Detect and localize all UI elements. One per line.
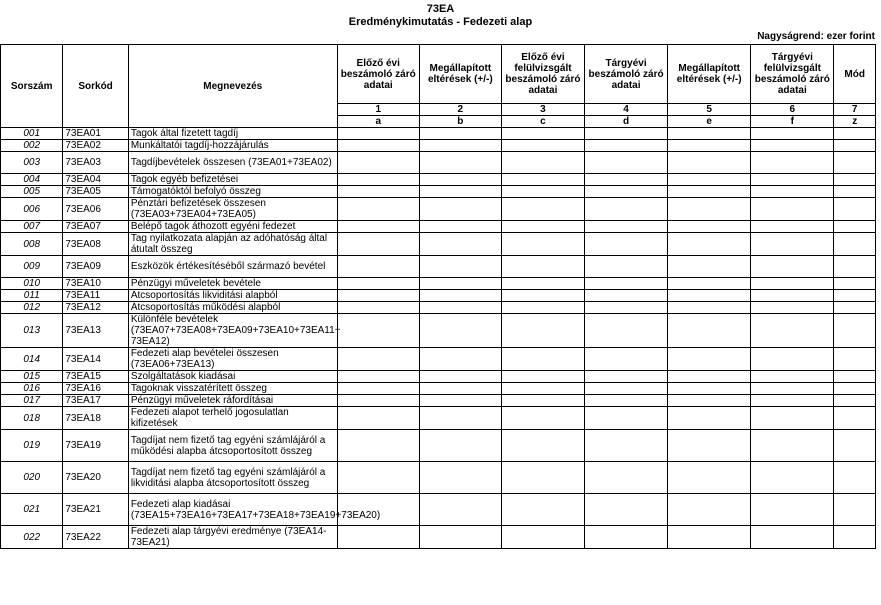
value-cell-col-7[interactable] — [834, 278, 876, 290]
value-cell-col-7[interactable] — [834, 128, 876, 140]
value-cell-col-5[interactable] — [668, 278, 751, 290]
value-cell-col-1[interactable] — [337, 348, 419, 371]
value-cell-col-6[interactable] — [751, 371, 834, 383]
value-cell-col-2[interactable] — [419, 395, 501, 407]
col-header-2: Megállapított eltérések (+/-) — [419, 45, 501, 104]
row-code: 73EA13 — [63, 314, 128, 348]
row-number: 011 — [1, 290, 63, 302]
value-cell-col-1[interactable] — [337, 174, 419, 186]
row-number: 013 — [1, 314, 63, 348]
col-letter-d: d — [585, 116, 668, 128]
value-cell-col-2[interactable] — [419, 314, 501, 348]
value-cell-col-6[interactable] — [751, 348, 834, 371]
value-cell-col-7[interactable] — [834, 314, 876, 348]
row-code: 73EA06 — [63, 198, 128, 221]
row-code: 73EA21 — [63, 494, 128, 526]
value-cell-col-3[interactable] — [501, 221, 584, 233]
row-number: 003 — [1, 152, 63, 174]
value-cell-col-2[interactable] — [419, 290, 501, 302]
value-cell-col-5[interactable] — [668, 186, 751, 198]
value-cell-col-6[interactable] — [751, 430, 834, 462]
value-cell-col-1[interactable] — [337, 128, 419, 140]
form-title: Eredménykimutatás - Fedezeti alap — [348, 16, 533, 28]
value-cell-col-2[interactable] — [419, 348, 501, 371]
value-cell-col-1[interactable] — [337, 407, 419, 430]
row-number: 009 — [1, 256, 63, 278]
value-cell-col-1[interactable] — [337, 140, 419, 152]
value-cell-col-4[interactable] — [585, 128, 668, 140]
value-cell-col-3[interactable] — [501, 348, 584, 371]
row-number: 001 — [1, 128, 63, 140]
value-cell-col-4[interactable] — [585, 395, 668, 407]
value-cell-col-1[interactable] — [337, 256, 419, 278]
value-cell-col-5[interactable] — [668, 371, 751, 383]
value-cell-col-6[interactable] — [751, 186, 834, 198]
value-cell-col-7[interactable] — [834, 221, 876, 233]
value-cell-col-4[interactable] — [585, 278, 668, 290]
value-cell-col-5[interactable] — [668, 462, 751, 494]
value-cell-col-7[interactable] — [834, 383, 876, 395]
table-row — [1, 140, 876, 152]
value-cell-col-4[interactable] — [585, 348, 668, 371]
col-header-sorkod: Sorkód — [63, 45, 128, 128]
value-cell-col-2[interactable] — [419, 140, 501, 152]
value-cell-col-1[interactable] — [337, 186, 419, 198]
value-cell-col-5[interactable] — [668, 348, 751, 371]
table-row — [1, 348, 876, 371]
col-num-5: 5 — [668, 104, 751, 116]
value-cell-col-1[interactable] — [337, 198, 419, 221]
value-cell-col-5[interactable] — [668, 314, 751, 348]
value-cell-col-7[interactable] — [834, 494, 876, 526]
col-header-sorszam: Sorszám — [1, 45, 63, 128]
table-row — [1, 371, 876, 383]
value-cell-col-6[interactable] — [751, 290, 834, 302]
table-row — [1, 256, 876, 278]
value-cell-col-1[interactable] — [337, 278, 419, 290]
row-code: 73EA14 — [63, 348, 128, 371]
row-code: 73EA07 — [63, 221, 128, 233]
row-label: Pénztári befizetések összesen (73EA03+73EA04+73EA05) — [128, 198, 337, 221]
value-cell-col-5[interactable] — [668, 152, 751, 174]
value-cell-col-2[interactable] — [419, 198, 501, 221]
col-letter-a: a — [337, 116, 419, 128]
value-cell-col-2[interactable] — [419, 186, 501, 198]
row-code: 73EA18 — [63, 407, 128, 430]
value-cell-col-7[interactable] — [834, 348, 876, 371]
value-cell-col-4[interactable] — [585, 371, 668, 383]
col-letter-z: z — [834, 116, 876, 128]
value-cell-col-5[interactable] — [668, 128, 751, 140]
row-code: 73EA02 — [63, 140, 128, 152]
value-cell-col-5[interactable] — [668, 302, 751, 314]
table-row — [1, 407, 876, 430]
value-cell-col-1[interactable] — [337, 290, 419, 302]
value-cell-col-2[interactable] — [419, 278, 501, 290]
table-row — [1, 462, 876, 494]
table-row — [1, 278, 876, 290]
value-cell-col-7[interactable] — [834, 174, 876, 186]
value-cell-col-4[interactable] — [585, 494, 668, 526]
col-letter-b: b — [419, 116, 501, 128]
row-code: 73EA10 — [63, 278, 128, 290]
table-row — [1, 221, 876, 233]
value-cell-col-7[interactable] — [834, 198, 876, 221]
row-number: 015 — [1, 371, 63, 383]
table-row — [1, 526, 876, 549]
value-cell-col-3[interactable] — [501, 302, 584, 314]
value-cell-col-5[interactable] — [668, 256, 751, 278]
value-cell-col-6[interactable] — [751, 526, 834, 549]
value-cell-col-4[interactable] — [585, 302, 668, 314]
value-cell-col-6[interactable] — [751, 278, 834, 290]
col-header-4: Tárgyévi beszámoló záró adatai — [585, 45, 668, 104]
row-label: Fedezeti alap bevételei összesen (73EA06+73EA13) — [128, 348, 337, 371]
row-number: 017 — [1, 395, 63, 407]
col-header-7: Mód — [834, 45, 876, 104]
value-cell-col-2[interactable] — [419, 383, 501, 395]
row-label: Szolgáltatások kiadásai — [128, 371, 337, 383]
col-header-5: Megállapított eltérések (+/-) — [668, 45, 751, 104]
value-cell-col-3[interactable] — [501, 395, 584, 407]
value-cell-col-1[interactable] — [337, 233, 419, 256]
value-cell-col-2[interactable] — [419, 302, 501, 314]
value-cell-col-1[interactable] — [337, 302, 419, 314]
value-cell-col-4[interactable] — [585, 462, 668, 494]
value-cell-col-6[interactable] — [751, 314, 834, 348]
value-cell-col-3[interactable] — [501, 430, 584, 462]
col-num-7: 7 — [834, 104, 876, 116]
table-row — [1, 128, 876, 140]
row-label: Tagdíjat nem fizető tag egyéni számlájáról a működési alapba átcsoportosított összeg — [128, 430, 337, 462]
value-cell-col-4[interactable] — [585, 314, 668, 348]
value-cell-col-1[interactable] — [337, 221, 419, 233]
value-cell-col-5[interactable] — [668, 198, 751, 221]
value-cell-col-6[interactable] — [751, 302, 834, 314]
value-cell-col-3[interactable] — [501, 407, 584, 430]
value-cell-col-2[interactable] — [419, 152, 501, 174]
value-cell-col-6[interactable] — [751, 462, 834, 494]
value-cell-col-5[interactable] — [668, 383, 751, 395]
value-cell-col-2[interactable] — [419, 221, 501, 233]
row-code: 73EA04 — [63, 174, 128, 186]
value-cell-col-5[interactable] — [668, 174, 751, 186]
row-number: 019 — [1, 430, 63, 462]
table-row — [1, 198, 876, 221]
value-cell-col-1[interactable] — [337, 152, 419, 174]
table-row — [1, 233, 876, 256]
value-cell-col-3[interactable] — [501, 186, 584, 198]
col-header-3: Előző évi felülvizsgált beszámoló záró adatai — [501, 45, 584, 104]
form-code: 73EA — [426, 3, 455, 15]
row-label: Tagoknak visszatérített összeg — [128, 383, 337, 395]
row-code: 73EA09 — [63, 256, 128, 278]
value-cell-col-3[interactable] — [501, 278, 584, 290]
row-number: 008 — [1, 233, 63, 256]
col-num-2: 2 — [419, 104, 501, 116]
table-row — [1, 494, 876, 526]
value-cell-col-4[interactable] — [585, 430, 668, 462]
col-num-3: 3 — [501, 104, 584, 116]
row-label: Támogatóktól befolyó összeg — [128, 186, 337, 198]
value-cell-col-4[interactable] — [585, 256, 668, 278]
value-cell-col-7[interactable] — [834, 462, 876, 494]
value-cell-col-1[interactable] — [337, 462, 419, 494]
value-cell-col-5[interactable] — [668, 395, 751, 407]
value-cell-col-7[interactable] — [834, 256, 876, 278]
row-number: 005 — [1, 186, 63, 198]
row-label: Fedezeti alapot terhelő jogosulatlan kifizetések — [128, 407, 337, 430]
value-cell-col-6[interactable] — [751, 383, 834, 395]
value-cell-col-2[interactable] — [419, 407, 501, 430]
value-cell-col-4[interactable] — [585, 233, 668, 256]
value-cell-col-3[interactable] — [501, 494, 584, 526]
row-number: 010 — [1, 278, 63, 290]
row-code: 73EA11 — [63, 290, 128, 302]
value-cell-col-6[interactable] — [751, 174, 834, 186]
value-cell-col-4[interactable] — [585, 174, 668, 186]
value-cell-col-7[interactable] — [834, 152, 876, 174]
value-cell-col-5[interactable] — [668, 221, 751, 233]
value-cell-col-4[interactable] — [585, 526, 668, 549]
value-cell-col-3[interactable] — [501, 140, 584, 152]
value-cell-col-4[interactable] — [585, 221, 668, 233]
row-code: 73EA05 — [63, 186, 128, 198]
row-number: 002 — [1, 140, 63, 152]
value-cell-col-1[interactable] — [337, 314, 419, 348]
value-cell-col-3[interactable] — [501, 526, 584, 549]
row-code: 73EA12 — [63, 302, 128, 314]
row-number: 022 — [1, 526, 63, 549]
row-label: Tag nyilatkozata alapján az adóhatóság által átutalt összeg — [128, 233, 337, 256]
table-body — [1, 128, 876, 549]
value-cell-col-4[interactable] — [585, 152, 668, 174]
row-number: 007 — [1, 221, 63, 233]
value-cell-col-6[interactable] — [751, 256, 834, 278]
row-label: Fedezeti alap tárgyévi eredménye (73EA14-73EA21) — [128, 526, 337, 549]
value-cell-col-2[interactable] — [419, 526, 501, 549]
value-cell-col-5[interactable] — [668, 430, 751, 462]
value-cell-col-1[interactable] — [337, 371, 419, 383]
value-cell-col-3[interactable] — [501, 233, 584, 256]
row-label: Belépő tagok áthozott egyéni fedezet — [128, 221, 337, 233]
row-label: Pénzügyi műveletek bevétele — [128, 278, 337, 290]
row-label: Különféle bevételek (73EA07+73EA08+73EA09+73EA10+73EA11+ 73EA12) — [128, 314, 337, 348]
row-label: Átcsoportosítás likviditási alapból — [128, 290, 337, 302]
value-cell-col-2[interactable] — [419, 462, 501, 494]
value-cell-col-1[interactable] — [337, 430, 419, 462]
row-code: 73EA03 — [63, 152, 128, 174]
value-cell-col-7[interactable] — [834, 430, 876, 462]
value-cell-col-2[interactable] — [419, 174, 501, 186]
col-num-6: 6 — [751, 104, 834, 116]
row-label: Tagok által fizetett tagdíj — [128, 128, 337, 140]
value-cell-col-6[interactable] — [751, 128, 834, 140]
value-cell-col-1[interactable] — [337, 526, 419, 549]
col-letter-e: e — [668, 116, 751, 128]
value-cell-col-1[interactable] — [337, 383, 419, 395]
income-statement-table — [0, 44, 876, 549]
row-label: Tagok egyéb befizetései — [128, 174, 337, 186]
table-row — [1, 290, 876, 302]
value-cell-col-5[interactable] — [668, 494, 751, 526]
value-cell-col-6[interactable] — [751, 152, 834, 174]
value-cell-col-6[interactable] — [751, 198, 834, 221]
table-row — [1, 383, 876, 395]
value-cell-col-6[interactable] — [751, 407, 834, 430]
value-cell-col-7[interactable] — [834, 371, 876, 383]
value-cell-col-5[interactable] — [668, 233, 751, 256]
row-code: 73EA16 — [63, 383, 128, 395]
value-cell-col-7[interactable] — [834, 302, 876, 314]
value-cell-col-7[interactable] — [834, 290, 876, 302]
value-cell-col-3[interactable] — [501, 128, 584, 140]
value-cell-col-1[interactable] — [337, 395, 419, 407]
value-cell-col-3[interactable] — [501, 383, 584, 395]
row-code: 73EA19 — [63, 430, 128, 462]
value-cell-col-3[interactable] — [501, 290, 584, 302]
row-label: Tagdíjat nem fizető tag egyéni számlájáról a likviditási alapba átcsoportosított összeg — [128, 462, 337, 494]
value-cell-col-6[interactable] — [751, 221, 834, 233]
value-cell-col-2[interactable] — [419, 371, 501, 383]
row-number: 020 — [1, 462, 63, 494]
row-number: 014 — [1, 348, 63, 371]
value-cell-col-2[interactable] — [419, 256, 501, 278]
value-cell-col-6[interactable] — [751, 494, 834, 526]
table-row — [1, 314, 876, 348]
value-cell-col-4[interactable] — [585, 198, 668, 221]
value-cell-col-7[interactable] — [834, 186, 876, 198]
row-label: Fedezeti alap kiadásai (73EA15+73EA16+73EA17+73EA18+73EA19+73EA20) — [128, 494, 337, 526]
value-cell-col-6[interactable] — [751, 140, 834, 152]
value-cell-col-4[interactable] — [585, 383, 668, 395]
col-header-megnevezes: Megnevezés — [128, 45, 337, 128]
row-number: 006 — [1, 198, 63, 221]
value-cell-col-5[interactable] — [668, 526, 751, 549]
value-cell-col-7[interactable] — [834, 233, 876, 256]
table-row — [1, 186, 876, 198]
value-cell-col-6[interactable] — [751, 233, 834, 256]
table-row — [1, 302, 876, 314]
value-cell-col-3[interactable] — [501, 371, 584, 383]
row-code: 73EA22 — [63, 526, 128, 549]
value-cell-col-4[interactable] — [585, 290, 668, 302]
value-cell-col-5[interactable] — [668, 407, 751, 430]
row-code: 73EA01 — [63, 128, 128, 140]
col-num-1: 1 — [337, 104, 419, 116]
row-label: Pénzügyi műveletek ráfordításai — [128, 395, 337, 407]
value-cell-col-3[interactable] — [501, 462, 584, 494]
row-code: 73EA08 — [63, 233, 128, 256]
value-cell-col-4[interactable] — [585, 186, 668, 198]
col-letter-f: f — [751, 116, 834, 128]
row-number: 021 — [1, 494, 63, 526]
table-row — [1, 174, 876, 186]
row-code: 73EA15 — [63, 371, 128, 383]
row-number: 016 — [1, 383, 63, 395]
row-label: Tagdíjbevételek összesen (73EA01+73EA02) — [128, 152, 337, 174]
value-cell-col-7[interactable] — [834, 407, 876, 430]
value-cell-col-3[interactable] — [501, 314, 584, 348]
value-cell-col-7[interactable] — [834, 526, 876, 549]
row-code: 73EA20 — [63, 462, 128, 494]
value-cell-col-2[interactable] — [419, 494, 501, 526]
value-cell-col-2[interactable] — [419, 128, 501, 140]
value-cell-col-4[interactable] — [585, 407, 668, 430]
value-cell-col-3[interactable] — [501, 174, 584, 186]
row-number: 012 — [1, 302, 63, 314]
table-row — [1, 430, 876, 462]
row-label: Eszközök értékesítéséből származó bevétel — [128, 256, 337, 278]
row-number: 004 — [1, 174, 63, 186]
value-cell-col-3[interactable] — [501, 198, 584, 221]
value-cell-col-2[interactable] — [419, 233, 501, 256]
value-cell-col-7[interactable] — [834, 140, 876, 152]
row-code: 73EA17 — [63, 395, 128, 407]
col-num-4: 4 — [585, 104, 668, 116]
unit-scale-note: Nagyságrend: ezer forint — [757, 31, 875, 42]
col-letter-c: c — [501, 116, 584, 128]
value-cell-col-7[interactable] — [834, 395, 876, 407]
value-cell-col-2[interactable] — [419, 430, 501, 462]
row-label: Átcsoportosítás működési alapból — [128, 302, 337, 314]
table-row — [1, 395, 876, 407]
col-header-1: Előző évi beszámoló záró adatai — [337, 45, 419, 104]
value-cell-col-5[interactable] — [668, 290, 751, 302]
value-cell-col-4[interactable] — [585, 140, 668, 152]
col-header-6: Tárgyévi felülvizsgált beszámoló záró adatai — [751, 45, 834, 104]
row-number: 018 — [1, 407, 63, 430]
value-cell-col-3[interactable] — [501, 152, 584, 174]
table-row — [1, 152, 876, 174]
value-cell-col-6[interactable] — [751, 395, 834, 407]
value-cell-col-3[interactable] — [501, 256, 584, 278]
value-cell-col-5[interactable] — [668, 140, 751, 152]
row-label: Munkáltatói tagdíj-hozzájárulás — [128, 140, 337, 152]
